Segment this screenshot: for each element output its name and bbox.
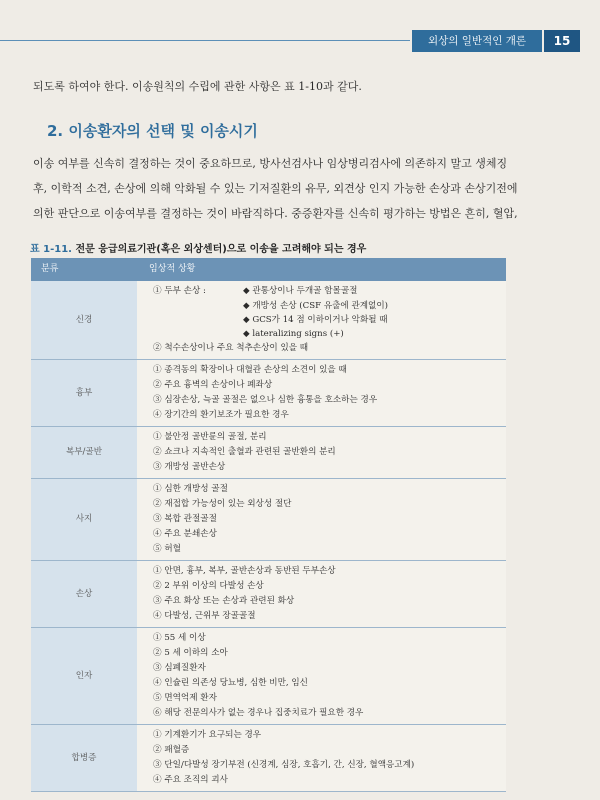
chapter-title: 외상의 일반적인 개론 [412,30,542,52]
page-header [0,30,600,52]
list-item: ③ 단일/다발성 장기부전 (신경계, 심장, 호흡기, 간, 신장, 혈액응고계) [153,760,415,770]
table-header-row [31,258,506,281]
intro-line: 되도록 하여야 한다. 이송원칙의 수립에 관한 사항은 표 1-10과 같다. [33,80,362,93]
header-rule [0,40,410,41]
row-items [137,628,506,725]
row-category: 사지 [31,479,137,561]
sub-item: ◆ lateralizing signs (+) [243,329,344,339]
paragraph-line-1: 이송 여부를 신속히 결정하는 것이 중요하므로, 방사선검사나 임상병리검사에 의존하지 말고 생체징 [33,157,508,170]
row-items [137,725,506,792]
sub-item: ◆ 개방성 손상 (CSF 유출에 관계없이) [243,301,389,311]
row-items [137,281,506,360]
list-item: ③ 주요 화상 또는 손상과 관련된 화상 [153,596,295,606]
row-category: 복부/골반 [31,427,137,479]
list-item: ① 종격동의 확장이나 대혈관 손상의 소견이 있을 때 [153,365,347,375]
list-item: ② 주요 흉벽의 손상이나 폐좌상 [153,380,273,390]
list-item: ② 2 부위 이상의 다발성 손상 [153,581,264,591]
row-items [137,427,506,479]
table-caption-number: 표 1-11. [30,244,72,255]
row-items [137,479,506,561]
row-items [137,360,506,427]
list-item: ④ 인슐린 의존성 당뇨병, 심한 비만, 임신 [153,678,308,688]
row-category: 인자 [31,628,137,725]
list-item: ② 패혈증 [153,745,190,755]
list-item: ② 척수손상이나 주요 척추손상이 있을 때 [153,343,309,353]
list-item: ③ 심폐질환자 [153,663,206,673]
row-category: 합병증 [31,725,137,792]
list-item: ③ 복합 관절골절 [153,514,217,524]
list-item: ① 불안정 골반륜의 골절, 분리 [153,432,267,442]
page-number: 15 [544,30,580,52]
list-item: ① 기계환기가 요구되는 경우 [153,730,262,740]
sub-item: ◆ GCS가 14 점 이하이거나 악화될 때 [243,315,388,325]
table-caption [30,240,366,255]
table-row [31,725,506,792]
list-item: ④ 주요 분쇄손상 [153,529,217,539]
header-category: 분류 [31,258,137,281]
table-caption-text: 전문 응급의료기관(혹은 외상센터)으로 이송을 고려해야 되는 경우 [75,244,367,255]
list-item: ⑤ 면역억제 환자 [153,693,217,703]
list-item: ② 재접합 가능성이 있는 외상성 절단 [153,499,292,509]
table-row [31,561,506,628]
paragraph-line-3: 의한 판단으로 이송여부를 결정하는 것이 바람직하다. 중증환자를 신속히 평가하는 방법은 흔히, 혈압, [33,207,518,220]
list-item: ④ 주요 조직의 괴사 [153,775,228,785]
sub-item: ◆ 관통상이나 두개골 함몰골절 [243,286,358,296]
row-category: 흉부 [31,360,137,427]
list-item-lead: ① 두부 손상 : [153,286,206,296]
row-items [137,561,506,628]
header-situation: 임상적 상황 [137,258,506,281]
section-title: 2. 이송환자의 선택 및 이송시기 [47,122,258,140]
list-item: ② 쇼크나 지속적인 출혈과 관련된 골반환의 분리 [153,447,336,457]
list-item: ⑥ 해당 전문의사가 없는 경우나 집중치료가 필요한 경우 [153,708,364,718]
table-row [31,628,506,725]
list-item: ① 심한 개방성 골절 [153,484,228,494]
criteria-table [31,258,506,792]
table-row [31,479,506,561]
table-row [31,427,506,479]
list-item: ① 안면, 흉부, 복부, 골반손상과 동반된 두부손상 [153,566,336,576]
list-item: ① 55 세 이상 [153,633,206,643]
list-item: ③ 개방성 골반손상 [153,462,226,472]
paragraph-line-2: 후, 이학적 소견, 손상에 의해 악화될 수 있는 기저질환의 유무, 외견상 인지 가능한 손상과 손상기전에 [33,182,518,195]
list-item: ⑤ 허혈 [153,544,181,554]
list-item: ③ 심장손상, 늑골 골절은 없으나 심한 흉통을 호소하는 경우 [153,395,378,405]
row-category: 신경 [31,281,137,360]
list-item: ② 5 세 이하의 소아 [153,648,228,658]
list-item: ④ 다발성, 근위부 장골골절 [153,611,256,621]
row-category: 손상 [31,561,137,628]
table-row [31,360,506,427]
list-item [153,284,506,299]
table-row [31,281,506,360]
list-item: ④ 장기간의 환기보조가 필요한 경우 [153,410,289,420]
